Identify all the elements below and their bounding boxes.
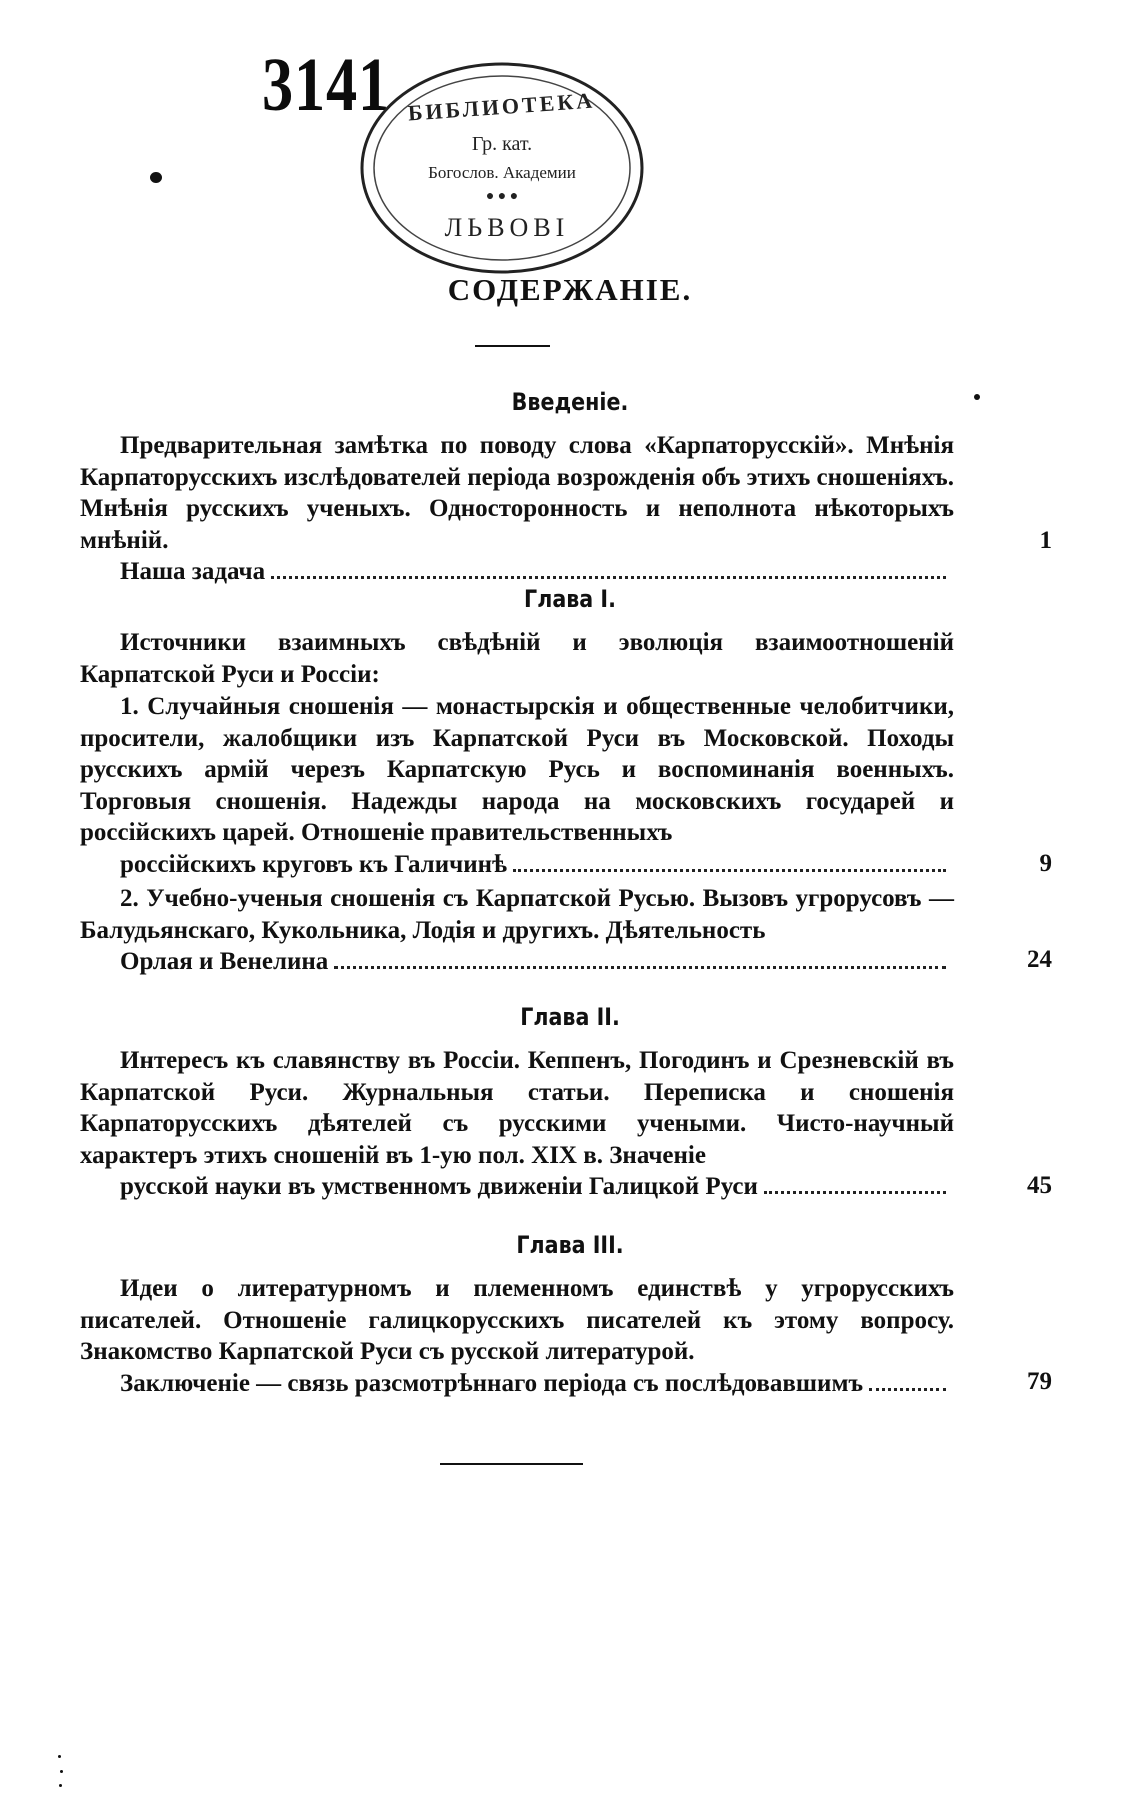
entry-text: Идеи о литературномъ и племенномъ единствѣ у угрорусскихъ писателей. Отношеніе галицкорусскихъ писателей къ этому вопросу. Знакомство Карпатской Руси съ русской литературой. [80,1275,954,1365]
entry-last-line: россійскихъ круговъ къ Галичинѣ [120,850,508,878]
ink-speck [150,172,162,183]
ink-speck [59,1784,62,1787]
shelf-number: 3141 [262,43,390,127]
library-stamp [352,52,652,284]
toc-entry [80,883,954,978]
page-title: СОДЕРЖАНІЕ. [447,272,693,307]
page-number: 45 [1027,1172,1052,1199]
end-rule [440,1463,583,1465]
page-number: 1 [1039,527,1052,554]
section-heading-chapter-1: Глава I. [524,585,616,613]
entry-text: Интересъ къ славянству въ Россіи. Кеппенъ, Погодинъ и Срезневскій въ Карпатской Руси. Журнальныя статьи. Переписка и сношенія Карпаторусскихъ дѣятелей съ русскими учеными. Чисто-научный характеръ этихъ сношеній въ 1-ую пол. XIX в. Значеніе [80,1047,954,1169]
stamp-line-1: БИБЛИОТЕКА [407,87,596,126]
entry-text: Предварительная замѣтка по поводу слова «Карпаторусскій». Мнѣнія Карпаторусскихъ изслѣдователей періода возрожденія объ этихъ сношеніяхъ. Мнѣнія русскихъ ученыхъ. Односторонность и неполнота нѣкоторыхъ мнѣній. [80,432,954,554]
page-number: 79 [1027,1368,1052,1395]
dot-leader [513,869,946,872]
entry-last-line: Наша задача [120,558,266,585]
toc-entry [80,1045,954,1203]
stamp-line-4: ЛЬВОВІ [444,213,570,242]
dot-leader [869,1388,946,1391]
toc-entry [80,691,954,880]
entry-last-line: Заключеніе — связь разсмотрѣннаго періода съ послѣдовавшимъ [120,1369,864,1397]
stamp-line-2: Гр. кат. [471,133,533,155]
ink-speck [58,1755,61,1758]
chapter-intro: Источники взаимныхъ свѣдѣній и эволюція взаимоотношеній Карпатской Руси и Россіи: [80,629,954,688]
entry-last-line: русской науки въ умственномъ движеніи Галицкой Руси [120,1173,758,1200]
page-number: 24 [1027,946,1052,973]
dot-leader [271,576,946,579]
entry-last-line: Орлая и Венелина [120,948,329,975]
entry-text: 2. Учебно-ученыя сношенія съ Карпатской Русью. Вызовъ угрорусовъ — Балудьянскаго, Кукольника, Лодія и другихъ. Дѣятельность [80,885,954,944]
section-heading-intro: Введеніе. [511,388,629,416]
toc-entry [80,1273,954,1399]
page-number: 9 [1039,850,1052,877]
stamp-line-3: Богослов. Академии [428,163,576,182]
dot-leader [334,966,946,969]
title-rule [475,345,550,347]
dot-leader [764,1191,946,1194]
entry-text: 1. Случайныя сношенія — монастырскія и общественные челобитчики, просители, жалобщики изъ Карпатской Руси въ Московской. Походы русскихъ армій черезъ Карпатскую Русь и воспоминанія военныхъ. Торговыя сношенія. Надежды народа на московскихъ государей и россійскихъ царей. Отношеніе правительственныхъ [80,693,954,846]
toc-entry [80,430,954,588]
stamp-ornament: ● ● ● [485,189,519,204]
ink-speck [60,1770,63,1773]
section-heading-chapter-3: Глава III. [516,1231,624,1259]
section-heading-chapter-2: Глава II. [520,1003,620,1031]
